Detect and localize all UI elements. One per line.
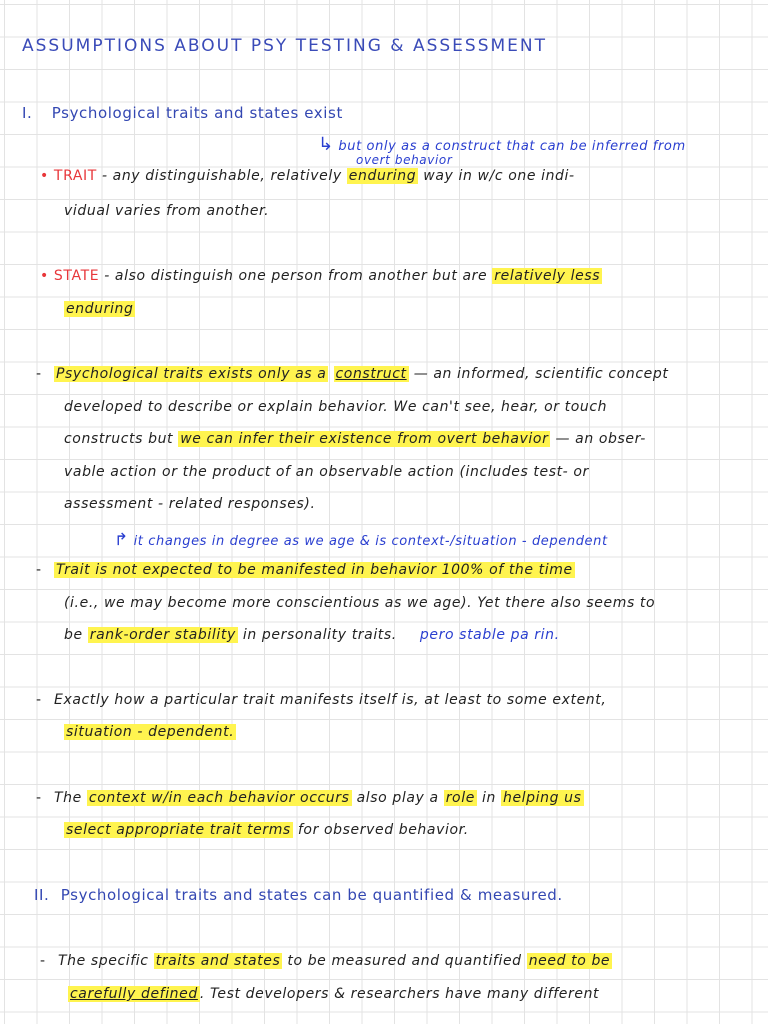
p2-note [114, 530, 608, 550]
section-2-numeral: II. [34, 886, 50, 904]
page-title: ASSUMPTIONS ABOUT PSY TESTING & ASSESSMENT [22, 36, 548, 56]
state-highlight: relatively less [494, 268, 601, 284]
trait-pre: - any distinguishable, relatively [96, 168, 347, 184]
p4-line-1 [36, 790, 584, 806]
p5-pre: The specific [58, 953, 154, 969]
dash-icon: - [36, 366, 42, 382]
p1-highlight-1: Psychological traits exists only as a [56, 366, 327, 382]
p4-mid2: in [476, 790, 501, 806]
p2-line-2: (i.e., we may become more conscientious as we age). Yet there also seems to [64, 595, 656, 611]
section-1-heading-text: Psychological traits and states exist [51, 104, 343, 122]
p2-l3-highlight: rank-order stability [89, 627, 236, 643]
p3-highlight: situation - dependent. [66, 724, 235, 740]
p1-highlight-2: construct [335, 366, 407, 382]
p5-line-2 [68, 986, 599, 1002]
state-term: STATE [53, 268, 100, 284]
p5-mid: to be measured and quantified [282, 953, 527, 969]
aside-line-1: but only as a construct that can be inferred from [338, 139, 686, 154]
p1-line-3 [64, 431, 646, 447]
p2-line-1 [36, 562, 575, 578]
p4-highlight-3: helping us [503, 790, 582, 806]
bullet-icon: • [40, 168, 49, 184]
p2-highlight: Trait is not expected to be manifested in behavior 100% of the time [56, 562, 573, 578]
p3-line-2 [64, 724, 236, 740]
p4-mid: also play a [351, 790, 444, 806]
p1-line-2: developed to describe or explain behavior. We can't see, hear, or touch [64, 399, 608, 415]
section-1-aside [318, 134, 686, 155]
dash-icon: - [36, 790, 42, 806]
p5-post: . Test developers & researchers have many different [199, 986, 600, 1002]
p2-note-text: it changes in degree as we age & is context-/situation - dependent [133, 534, 608, 549]
bullet-icon: • [40, 268, 49, 284]
p2-l3-pre: be [64, 627, 88, 643]
p4-highlight-1: context w/in each behavior occurs [88, 790, 350, 806]
p4-highlight-2: role [445, 790, 475, 806]
state-line-2 [64, 301, 135, 317]
p5-highlight-2: need to be [528, 953, 611, 969]
p5-line-1 [40, 953, 612, 969]
section-1-numeral: I. [22, 104, 33, 122]
p2-line-3 [64, 627, 560, 643]
p3-line-1 [36, 692, 606, 708]
p4-highlight-4: select appropriate trait terms [66, 822, 291, 838]
p1-line-5: assessment - related responses). [64, 496, 316, 512]
p1-l3-post: — an obser- [550, 431, 646, 447]
p1-line-1 [36, 366, 668, 382]
aside-line-2: overt behavior [356, 153, 453, 167]
p5-highlight-1: traits and states [155, 953, 281, 969]
state-highlight-2: enduring [66, 301, 134, 317]
trait-line-2: vidual varies from another. [64, 203, 270, 219]
dash-icon: - [40, 953, 46, 969]
state-definition [40, 268, 602, 284]
p2-l3-post: in personality traits. [237, 627, 397, 643]
p1-l3-highlight: we can infer their existence from overt behavior [180, 431, 549, 447]
section-2-heading [34, 886, 563, 904]
p5-highlight-3: carefully defined [70, 986, 198, 1002]
dash-icon: - [36, 692, 42, 708]
section-1-heading [22, 104, 343, 122]
p4-post: for observed behavior. [292, 822, 469, 838]
p3-l1: Exactly how a particular trait manifests itself is, at least to some extent, [54, 692, 607, 708]
p1-l1-post: — an informed, scientific concept [408, 366, 669, 382]
aside-arrow-icon: ↳ [318, 134, 334, 155]
p1-l3-pre: constructs but [64, 431, 179, 447]
p4-line-2 [64, 822, 469, 838]
p2-l3-blue-note: pero stable pa rin. [419, 627, 560, 643]
trait-post: way in w/c one indi- [418, 168, 575, 184]
trait-highlight: enduring [348, 168, 417, 184]
p4-pre: The [54, 790, 87, 806]
note-arrow-icon: ↱ [114, 530, 129, 550]
state-pre: - also distinguish one person from another but are [99, 268, 493, 284]
dash-icon: - [36, 562, 42, 578]
trait-term: TRAIT [53, 168, 97, 184]
section-2-heading-text: Psychological traits and states can be quantified & measured. [60, 886, 563, 904]
p1-line-4: vable action or the product of an observable action (includes test- or [64, 464, 589, 480]
trait-definition [40, 168, 575, 184]
